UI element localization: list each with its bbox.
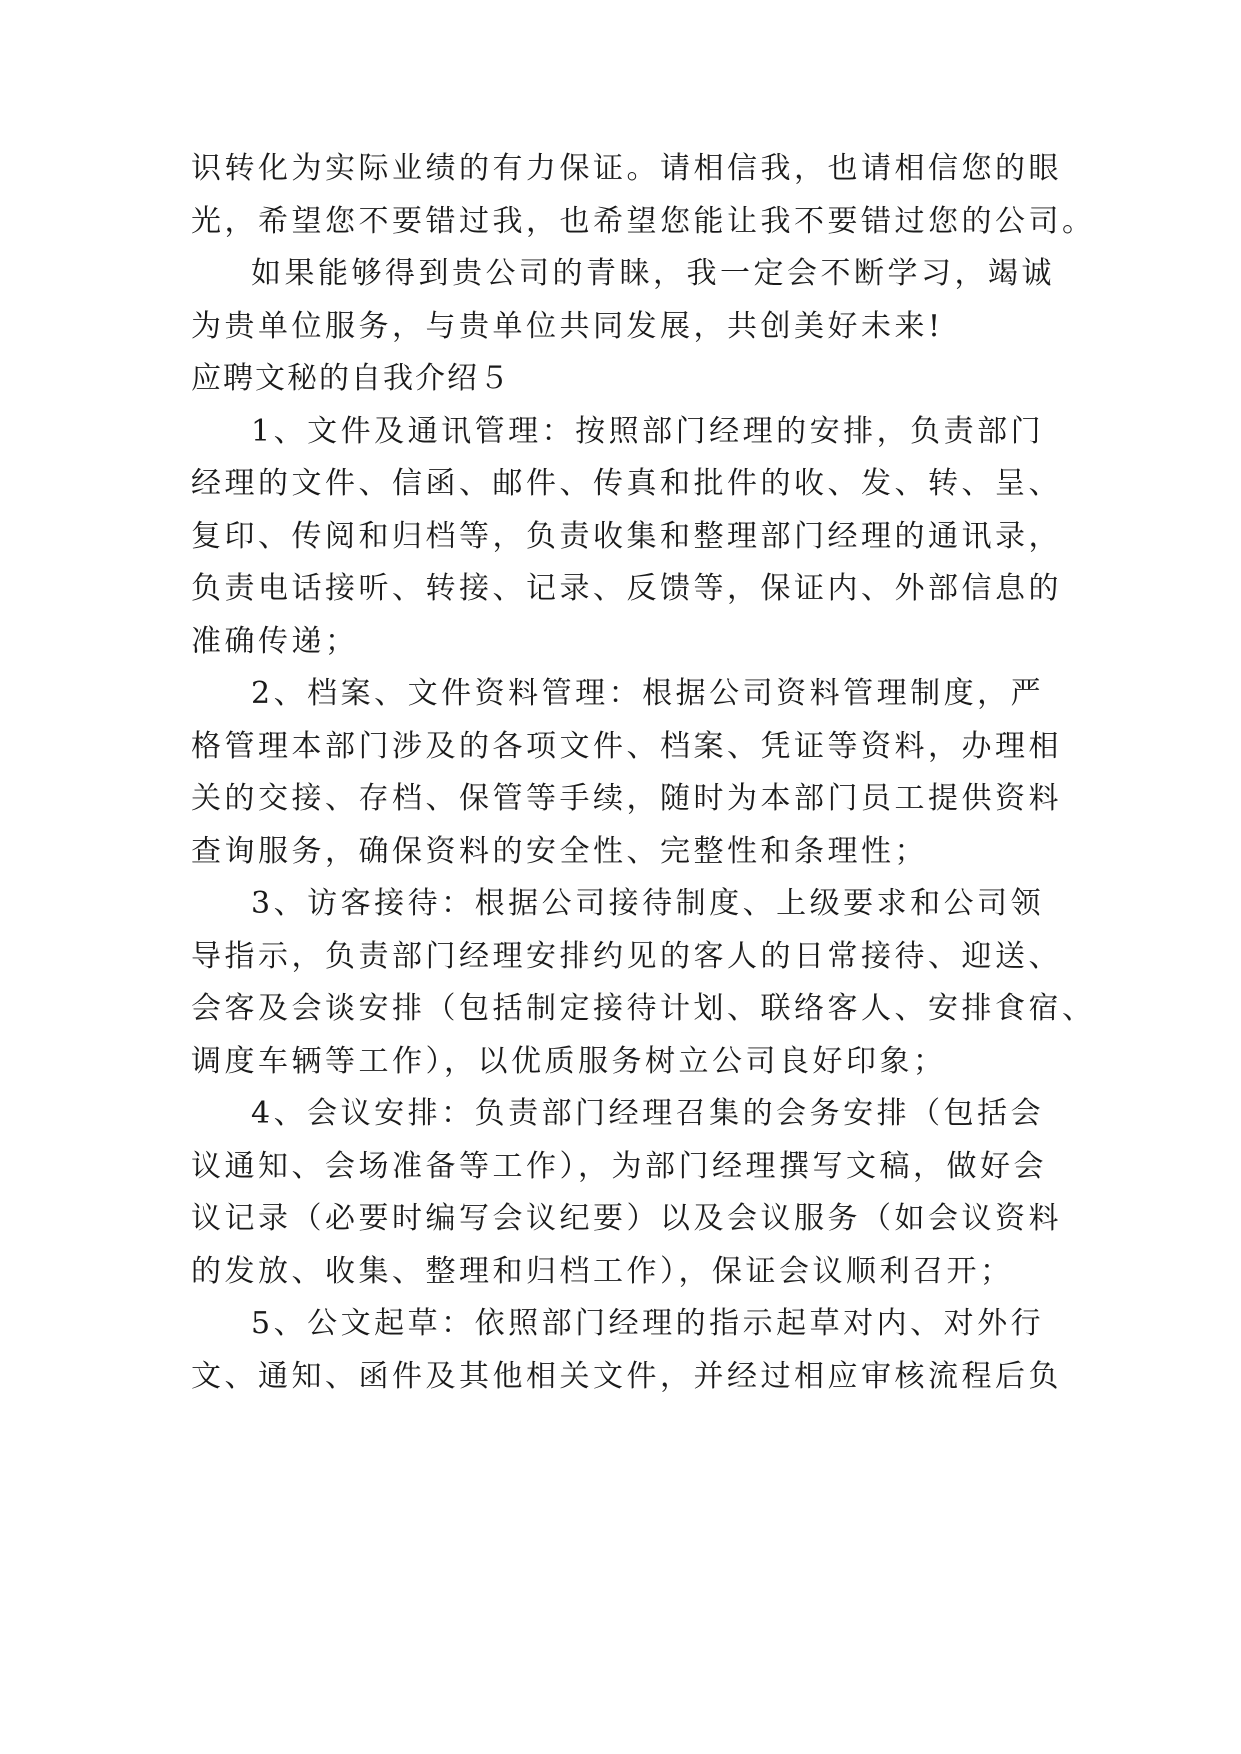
text-line: 议通知、会场准备等工作），为部门经理撰写文稿，做好会 — [191, 1149, 1047, 1184]
text-line: 的发放、收集、整理和归档工作），保证会议顺利召开； — [191, 1254, 1014, 1289]
text-line: 导指示，负责部门经理安排约见的客人的日常接待、迎送、 — [191, 939, 1062, 974]
text-line: 光，希望您不要错过我，也希望您能让我不要错过您的公司。 — [191, 204, 1096, 239]
section-heading: 应聘文秘的自我介绍５ — [191, 361, 511, 396]
text-line: 为贵单位服务，与贵单位共同发展，共创美好未来! — [191, 309, 944, 344]
text-line: 会客及会谈安排（包括制定接待计划、联络客人、安排食宿、 — [191, 991, 1096, 1026]
text-line: 负责电话接听、转接、记录、反馈等，保证内、外部信息的 — [191, 571, 1062, 606]
text-line: 查询服务，确保资料的安全性、完整性和条理性； — [191, 834, 928, 869]
text-line: 文、通知、函件及其他相关文件，并经过相应审核流程后负 — [191, 1359, 1062, 1394]
text-line: 复印、传阅和归档等，负责收集和整理部门经理的通讯录， — [191, 519, 1062, 554]
text-line: 经理的文件、信函、邮件、传真和批件的收、发、转、呈、 — [191, 466, 1062, 501]
text-line: 调度车辆等工作），以优质服务树立公司良好印象； — [191, 1044, 947, 1079]
text-line: 准确传递； — [191, 624, 359, 659]
paragraph-start-line: 4、会议安排：负责部门经理召集的会务安排（包括会 — [251, 1096, 1045, 1131]
paragraph-start-line: 3、访客接待：根据公司接待制度、上级要求和公司领 — [251, 886, 1045, 921]
paragraph-start-line: 如果能够得到贵公司的青睐，我一定会不断学习，竭诚 — [251, 256, 1055, 291]
paragraph-start-line: 1、文件及通讯管理：按照部门经理的安排，负责部门 — [251, 414, 1045, 449]
paragraph-start-line: 2、档案、文件资料管理：根据公司资料管理制度，严 — [251, 676, 1045, 711]
text-line: 格管理本部门涉及的各项文件、档案、凭证等资料，办理相 — [191, 729, 1062, 764]
text-line: 议记录（必要时编写会议纪要）以及会议服务（如会议资料 — [191, 1201, 1062, 1236]
paragraph-start-line: 5、公文起草：依照部门经理的指示起草对内、对外行 — [251, 1306, 1045, 1341]
text-line: 关的交接、存档、保管等手续，随时为本部门员工提供资料 — [191, 781, 1062, 816]
text-line: 识转化为实际业绩的有力保证。请相信我，也请相信您的眼 — [191, 151, 1062, 186]
